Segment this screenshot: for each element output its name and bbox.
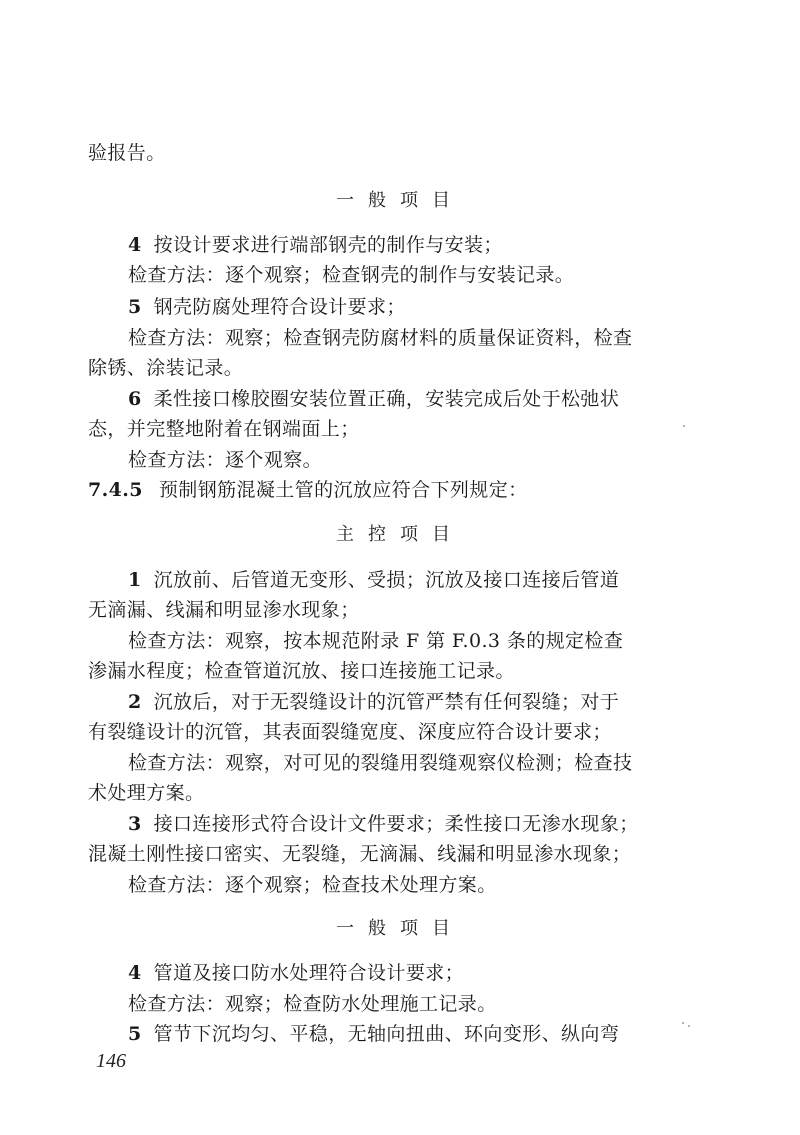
general-item-5-line1: 5 管节下沉均匀、平稳，无轴向扭曲、环向变形、纵向弯 — [128, 1023, 620, 1045]
check-method-5-line2: 除锈、涂装记录。 — [88, 357, 244, 379]
main-item-1-line2: 无滴漏、线漏和明显渗水现象； — [88, 599, 360, 621]
check-method-5-line1: 检查方法：观察；检查钢壳防腐材料的质量保证资料，检查 — [128, 327, 633, 349]
check-method-4: 检查方法：逐个观察；检查钢壳的制作与安装记录。 — [128, 264, 575, 286]
main-item-2-line1: 2 沉放后，对于无裂缝设计的沉管严禁有任何裂缝；对于 — [128, 691, 620, 713]
scan-speck — [683, 425, 685, 427]
item-4: 4 按设计要求进行端部钢壳的制作与安装； — [128, 234, 503, 256]
main-check-2-line1: 检查方法：观察，对可见的裂缝用裂缝观察仪检测；检查技 — [128, 752, 633, 774]
main-item-1-line1: 1 沉放前、后管道无变形、受损；沉放及接口连接后管道 — [128, 569, 620, 591]
scan-speck — [682, 1022, 684, 1024]
main-item-3-line1: 3 接口连接形式符合设计文件要求；柔性接口无渗水现象； — [128, 813, 639, 835]
scan-speck — [688, 1025, 690, 1027]
main-check-1-line1: 检查方法：观察，按本规范附录 F 第 F.0.3 条的规定检查 — [128, 630, 624, 652]
general-check-4: 检查方法：观察；检查防水处理施工记录。 — [128, 993, 497, 1015]
section-heading-general-items: 一般项目 — [336, 190, 464, 211]
check-method-6: 检查方法：逐个观察。 — [128, 449, 323, 471]
clause-7-4-5: 7.4.5 预制钢筋混凝土管的沉放应符合下列规定： — [88, 479, 528, 501]
main-check-1-line2: 渗漏水程度；检查管道沉放、接口连接施工记录。 — [88, 660, 515, 682]
page-number: 146 — [96, 1050, 126, 1072]
main-item-3-line2: 混凝土刚性接口密实、无裂缝，无滴漏、线漏和明显渗水现象； — [88, 843, 632, 865]
main-item-2-line2: 有裂缝设计的沉管，其表面裂缝宽度、深度应符合设计要求； — [88, 721, 612, 743]
main-check-3: 检查方法：逐个观察；检查技术处理方案。 — [128, 874, 497, 896]
general-item-4: 4 管道及接口防水处理符合设计要求； — [128, 962, 465, 984]
item-6-line1: 6 柔性接口橡胶圈安装位置正确，安装完成后处于松弛状 — [128, 388, 620, 410]
main-check-2-line2: 术处理方案。 — [88, 782, 205, 804]
item-5: 5 钢壳防腐处理符合设计要求； — [128, 296, 406, 318]
text-line-continuation: 验报告。 — [88, 142, 166, 164]
section-heading-main-control-items: 主控项目 — [336, 524, 464, 545]
section-heading-general-items-2: 一般项目 — [336, 918, 464, 939]
item-6-line2: 态，并完整地附着在钢端面上； — [88, 418, 360, 440]
